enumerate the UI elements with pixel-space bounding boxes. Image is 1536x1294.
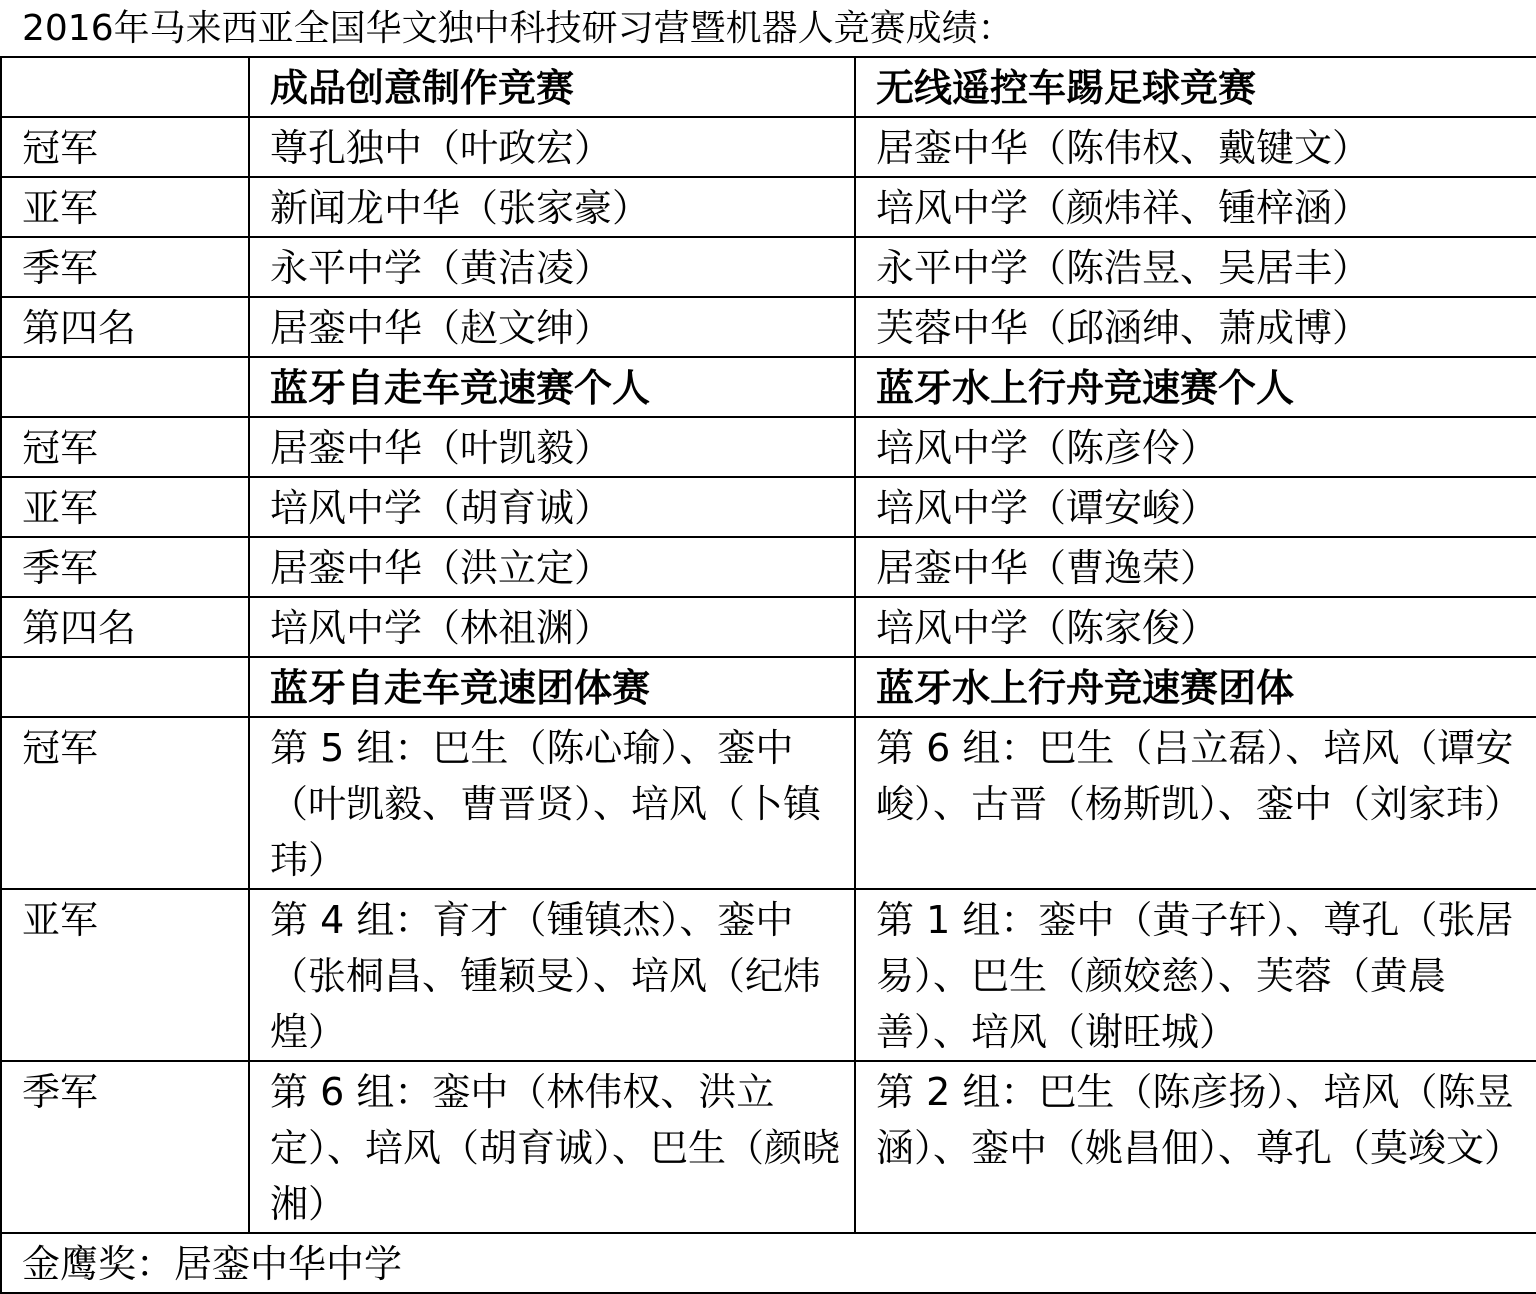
result-cell: 第 1 组：銮中（黄子轩）、尊孔（张居易）、巴生（颜姣慈）、芙蓉（黄晨善）、培风（谢旺城） <box>855 889 1536 1061</box>
table-row <box>1 597 1536 657</box>
footer-row <box>1 1233 1536 1293</box>
result-cell: 培风中学（陈家俊） <box>855 597 1536 657</box>
table-row <box>1 237 1536 297</box>
result-cell: 第 6 组：巴生（吕立磊）、培风（谭安峻）、古晋（杨斯凯）、銮中（刘家玮） <box>855 717 1536 889</box>
document-title: 2016年马来西亚全国华文独中科技研习营暨机器人竞赛成绩： <box>22 8 1014 49</box>
result-cell: 芙蓉中华（邱涵绅、萧成博） <box>855 297 1536 357</box>
award-note: 金鹰奖：居銮中华中学 <box>1 1233 1536 1293</box>
rank-cell: 冠军 <box>1 717 249 889</box>
rank-cell: 季军 <box>1 237 249 297</box>
table-row <box>1 177 1536 237</box>
result-cell: 培风中学（颜炜祥、锺梓涵） <box>855 177 1536 237</box>
rank-cell: 第四名 <box>1 597 249 657</box>
rank-cell: 季军 <box>1 537 249 597</box>
rank-cell: 冠军 <box>1 417 249 477</box>
category-header: 蓝牙水上行舟竞速赛个人 <box>855 357 1536 417</box>
rank-cell: 冠军 <box>1 117 249 177</box>
category-header: 蓝牙自走车竞速团体赛 <box>249 657 855 717</box>
table-row <box>1 889 1536 1061</box>
result-cell: 居銮中华（洪立定） <box>249 537 855 597</box>
result-cell: 居銮中华（陈伟权、戴键文） <box>855 117 1536 177</box>
result-cell: 培风中学（谭安峻） <box>855 477 1536 537</box>
rank-cell: 季军 <box>1 1061 249 1233</box>
rank-cell: 亚军 <box>1 889 249 1061</box>
result-cell: 培风中学（林祖渊） <box>249 597 855 657</box>
section-header-row <box>1 357 1536 417</box>
empty-cell <box>1 657 249 717</box>
table-row <box>1 417 1536 477</box>
result-cell: 第 5 组：巴生（陈心瑜）、銮中（叶凯毅、曹晋贤）、培风（卜镇玮） <box>249 717 855 889</box>
result-cell: 第 2 组：巴生（陈彦扬）、培风（陈昱涵）、銮中（姚昌佃）、尊孔（莫竣文） <box>855 1061 1536 1233</box>
category-header: 成品创意制作竞赛 <box>249 57 855 117</box>
rank-cell: 第四名 <box>1 297 249 357</box>
empty-cell <box>1 357 249 417</box>
table-row <box>1 117 1536 177</box>
result-cell: 居銮中华（赵文绅） <box>249 297 855 357</box>
category-header: 无线遥控车踢足球竞赛 <box>855 57 1536 117</box>
result-cell: 居銮中华（叶凯毅） <box>249 417 855 477</box>
category-header: 蓝牙自走车竞速赛个人 <box>249 357 855 417</box>
result-cell: 永平中学（黄洁凌） <box>249 237 855 297</box>
section-header-row <box>1 57 1536 117</box>
result-cell: 永平中学（陈浩昱、吴居丰） <box>855 237 1536 297</box>
result-cell: 培风中学（陈彦伶） <box>855 417 1536 477</box>
category-header: 蓝牙水上行舟竞速赛团体 <box>855 657 1536 717</box>
section-header-row <box>1 657 1536 717</box>
result-cell: 新闻龙中华（张家豪） <box>249 177 855 237</box>
result-cell: 尊孔独中（叶政宏） <box>249 117 855 177</box>
rank-cell: 亚军 <box>1 477 249 537</box>
result-cell: 居銮中华（曹逸荣） <box>855 537 1536 597</box>
table-row <box>1 477 1536 537</box>
table-row <box>1 537 1536 597</box>
table-row <box>1 1061 1536 1233</box>
rank-cell: 亚军 <box>1 177 249 237</box>
results-table <box>0 56 1536 1294</box>
result-cell: 培风中学（胡育诚） <box>249 477 855 537</box>
table-row <box>1 717 1536 889</box>
result-cell: 第 4 组：育才（锺镇杰）、銮中（张桐昌、锺颖旻）、培风（纪炜煌） <box>249 889 855 1061</box>
empty-cell <box>1 57 249 117</box>
result-cell: 第 6 组：銮中（林伟权、洪立定）、培风（胡育诚）、巴生（颜晓湘） <box>249 1061 855 1233</box>
table-row <box>1 297 1536 357</box>
